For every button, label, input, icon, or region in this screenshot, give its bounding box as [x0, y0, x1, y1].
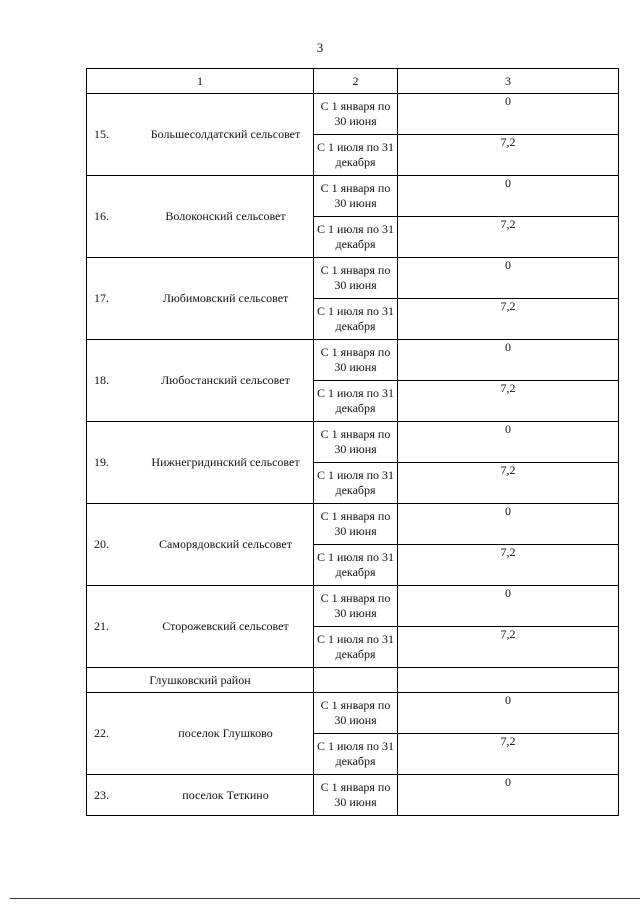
- period-cell: С 1 января по 30 июня: [314, 775, 398, 816]
- column-header-1: 1: [87, 69, 314, 94]
- district-name: Глушковский район: [87, 668, 314, 693]
- empty-cell: [314, 668, 398, 693]
- municipality-cell: [87, 258, 314, 340]
- row-number: 22.: [94, 726, 109, 740]
- value-cell: 0: [398, 504, 619, 545]
- footer-divider: [10, 898, 640, 899]
- value-cell: 0: [398, 422, 619, 463]
- value-cell: 7,2: [398, 299, 619, 340]
- table-row: [87, 258, 619, 299]
- value-cell: 0: [398, 258, 619, 299]
- tariff-table: [86, 68, 619, 816]
- period-cell: С 1 июля по 31 декабря: [314, 299, 398, 340]
- table-row: [87, 504, 619, 545]
- period-cell: С 1 июля по 31 декабря: [314, 627, 398, 668]
- row-number: 23.: [94, 787, 109, 802]
- table-row: [87, 422, 619, 463]
- value-cell: 0: [398, 586, 619, 627]
- row-number: 16.: [94, 209, 109, 223]
- column-header-3: 3: [398, 69, 619, 94]
- table-body: [87, 94, 619, 816]
- period-cell: С 1 июля по 31 декабря: [314, 463, 398, 504]
- municipality-name: Сторожевский сельсовет: [162, 619, 289, 633]
- value-cell: 7,2: [398, 627, 619, 668]
- value-cell: 0: [398, 693, 619, 734]
- period-cell: С 1 июля по 31 декабря: [314, 381, 398, 422]
- value-cell: 7,2: [398, 463, 619, 504]
- page-number: 3: [316, 40, 324, 55]
- period-cell: С 1 января по 30 июня: [314, 340, 398, 381]
- municipality-name: Большесолдатский сельсовет: [150, 127, 301, 141]
- period-cell: С 1 июля по 31 декабря: [314, 734, 398, 775]
- municipality-cell: [87, 586, 314, 668]
- value-cell: 0: [398, 94, 619, 135]
- value-cell: 7,2: [398, 381, 619, 422]
- period-cell: С 1 января по 30 июня: [314, 504, 398, 545]
- value-cell: 0: [398, 775, 619, 816]
- value-cell: 0: [398, 176, 619, 217]
- column-header-2: 2: [314, 69, 398, 94]
- municipality-cell: [87, 775, 314, 816]
- municipality-cell: [87, 422, 314, 504]
- row-number: 20.: [94, 537, 109, 551]
- district-row: [87, 668, 619, 693]
- table-row: [87, 775, 619, 816]
- municipality-cell: [87, 176, 314, 258]
- table-row: [87, 94, 619, 135]
- municipality-cell: [87, 94, 314, 176]
- table-header-row: [87, 69, 619, 94]
- table-row: [87, 340, 619, 381]
- period-cell: С 1 января по 30 июня: [314, 693, 398, 734]
- row-number: 19.: [94, 455, 109, 469]
- period-cell: С 1 января по 30 июня: [314, 258, 398, 299]
- value-cell: 7,2: [398, 135, 619, 176]
- table-row: [87, 586, 619, 627]
- value-cell: 0: [398, 340, 619, 381]
- period-cell: С 1 января по 30 июня: [314, 422, 398, 463]
- period-cell: С 1 июля по 31 декабря: [314, 135, 398, 176]
- period-cell: С 1 января по 30 июня: [314, 176, 398, 217]
- municipality-name: Любимовский сельсовет: [162, 291, 289, 305]
- period-cell: С 1 января по 30 июня: [314, 586, 398, 627]
- value-cell: 7,2: [398, 734, 619, 775]
- municipality-name: Волоконский сельсовет: [165, 209, 286, 223]
- row-number: 18.: [94, 373, 109, 387]
- row-number: 17.: [94, 291, 109, 305]
- period-cell: С 1 июля по 31 декабря: [314, 545, 398, 586]
- municipality-name: Любостанский сельсовет: [161, 373, 290, 387]
- value-cell: 7,2: [398, 545, 619, 586]
- table-row: [87, 176, 619, 217]
- row-number: 15.: [94, 127, 109, 141]
- municipality-name: Нижнегридинский сельсовет: [151, 455, 300, 469]
- empty-cell: [398, 668, 619, 693]
- municipality-name: поселок Глушково: [178, 726, 273, 740]
- municipality-cell: [87, 693, 314, 775]
- municipality-name: Саморядовский сельсовет: [159, 537, 292, 551]
- row-number: 21.: [94, 619, 109, 633]
- period-cell: С 1 июля по 31 декабря: [314, 217, 398, 258]
- table-row: [87, 693, 619, 734]
- municipality-cell: [87, 340, 314, 422]
- municipality-name: поселок Теткино: [182, 787, 269, 802]
- municipality-cell: [87, 504, 314, 586]
- value-cell: 7,2: [398, 217, 619, 258]
- period-cell: С 1 января по 30 июня: [314, 94, 398, 135]
